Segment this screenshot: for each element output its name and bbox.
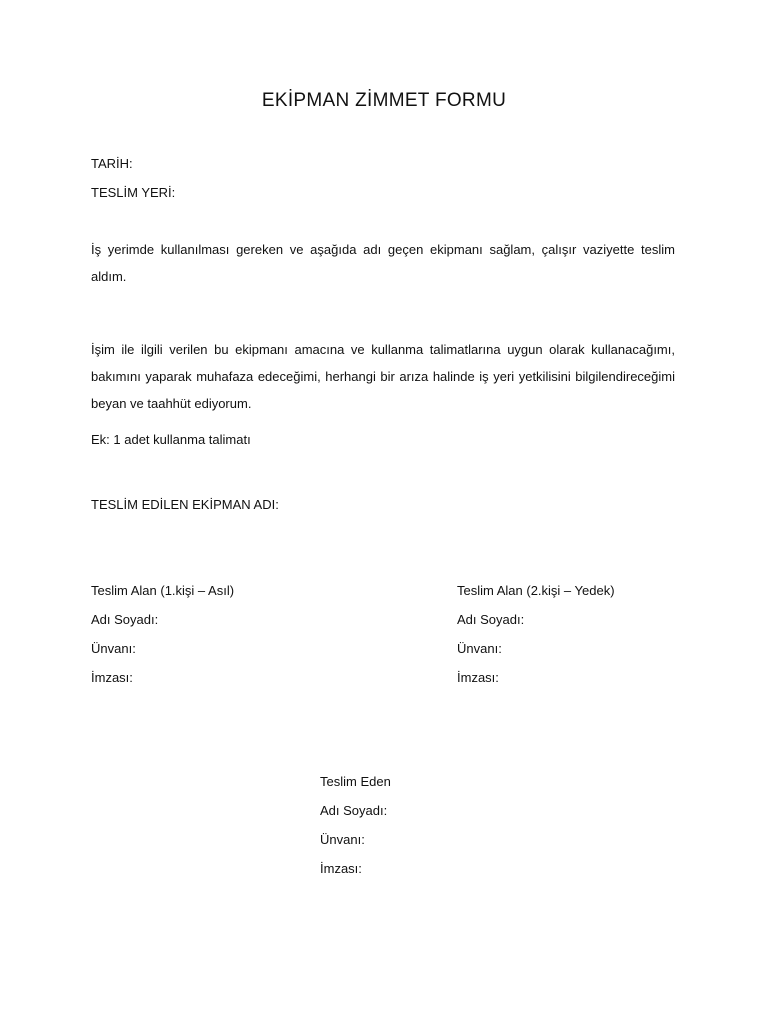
receiver-2-heading: Teslim Alan (2.kişi – Yedek) <box>457 583 615 598</box>
commitment-statement: İşim ile ilgili verilen bu ekipmanı amacına ve kullanma talimatlarına uygun olarak kullanacağımı, bakımını yaparak muhafaza edeceğimi, herhangi bir arıza halinde iş yeri yetkilisini bilgilendireceğimi beyan ve taahhüt ediyorum. <box>91 342 675 411</box>
page-title: EKİPMAN ZİMMET FORMU <box>261 90 507 111</box>
receiver-1-title-label: Ünvanı: <box>91 641 136 656</box>
deliverer-name-label: Adı Soyadı: <box>320 803 388 818</box>
receipt-statement: İş yerimde kullanılması gereken ve aşağıda adı geçen ekipmanı sağlam, çalışır vaziyette teslim aldım. <box>91 242 675 284</box>
receiver-2-name-label: Adı Soyadı: <box>457 612 525 627</box>
deliverer-title-label: Ünvanı: <box>320 832 365 847</box>
receiver-2-signature-label: İmzası: <box>457 670 499 685</box>
delivery-location-label: TESLİM YERİ: <box>91 185 176 200</box>
deliverer-heading: Teslim Eden <box>320 774 391 789</box>
receiver-1-name-label: Adı Soyadı: <box>91 612 159 627</box>
date-label: TARİH: <box>91 156 133 171</box>
receiver-1-signature-label: İmzası: <box>91 670 133 685</box>
equipment-name-label: TESLİM EDİLEN EKİPMAN ADI: <box>91 497 279 512</box>
deliverer-signature-label: İmzası: <box>320 861 362 876</box>
receiver-1-heading: Teslim Alan (1.kişi – Asıl) <box>91 583 235 598</box>
attachment-note: Ek: 1 adet kullanma talimatı <box>91 432 251 447</box>
receiver-2-title-label: Ünvanı: <box>457 641 502 656</box>
